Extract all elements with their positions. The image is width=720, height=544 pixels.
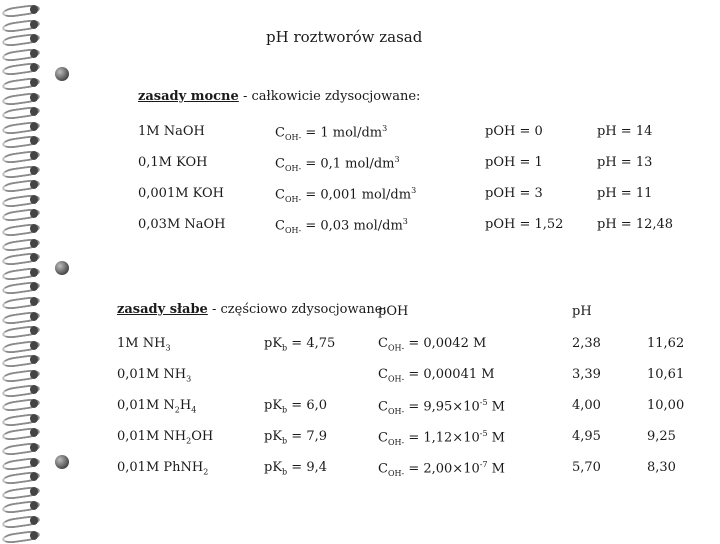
b-subscript: b bbox=[282, 467, 288, 477]
strong-poh-cell: pOH = 3 bbox=[485, 186, 543, 201]
spiral-ring bbox=[2, 238, 42, 250]
coh-value: = 0,001 mol/dm bbox=[301, 187, 412, 203]
coh-value: = 0,0042 M bbox=[404, 336, 487, 351]
strong-coh-cell bbox=[275, 124, 387, 142]
spiral-ring bbox=[2, 135, 42, 147]
c-symbol: C bbox=[378, 461, 388, 477]
base-formula: 0,01M N bbox=[117, 398, 175, 413]
spiral-ring bbox=[2, 340, 42, 352]
oh-minus-label: OH- bbox=[387, 406, 405, 416]
spiral-ring bbox=[2, 398, 42, 410]
c-symbol: C bbox=[378, 399, 388, 415]
spiral-ring bbox=[2, 48, 42, 60]
base-formula: 1M NH bbox=[117, 336, 166, 351]
oh-minus-label: OH- bbox=[387, 468, 405, 478]
weak-pkb-cell bbox=[264, 429, 327, 446]
spiral-ring bbox=[2, 325, 42, 337]
strong-ph-cell: pH = 13 bbox=[597, 155, 653, 170]
formula-subscript: 3 bbox=[165, 343, 171, 353]
b-subscript: b bbox=[282, 343, 288, 353]
spiral-ring bbox=[2, 369, 42, 381]
spiral-ring bbox=[2, 384, 42, 396]
oh-minus-label: OH- bbox=[284, 225, 302, 235]
c-symbol: C bbox=[378, 430, 388, 446]
weak-heading bbox=[117, 302, 387, 317]
coh-unit: M bbox=[487, 461, 505, 477]
strong-base-cell: 0,1M KOH bbox=[138, 155, 208, 170]
coh-value: = 0,00041 M bbox=[404, 367, 495, 382]
pkb-value: = 4,75 bbox=[287, 336, 336, 351]
pk-label: pK bbox=[264, 398, 283, 413]
b-subscript: b bbox=[282, 405, 288, 415]
spiral-ring bbox=[2, 267, 42, 279]
spiral-ring bbox=[2, 427, 42, 439]
spiral-ring bbox=[2, 165, 42, 177]
weak-coh-cell bbox=[378, 367, 495, 384]
weak-poh-cell: 4,95 bbox=[572, 429, 601, 444]
coh-value: = 2,00×10 bbox=[404, 461, 480, 477]
oh-minus-label: OH- bbox=[387, 343, 405, 353]
coh-unit: M bbox=[487, 399, 505, 415]
weak-poh-cell: 3,39 bbox=[572, 367, 601, 382]
strong-coh-cell bbox=[275, 217, 408, 235]
spiral-ring bbox=[2, 500, 42, 512]
coh-unit: M bbox=[487, 430, 505, 446]
spiral-ring bbox=[2, 457, 42, 469]
spiral-ring bbox=[2, 442, 42, 454]
spiral-ring bbox=[2, 77, 42, 89]
strong-heading-rest: - całkowicie zdysocjowane: bbox=[242, 89, 421, 104]
binder-hole bbox=[55, 261, 69, 275]
spiral-ring bbox=[2, 252, 42, 264]
coh-value: = 9,95×10 bbox=[404, 399, 480, 415]
c-symbol: C bbox=[378, 367, 388, 382]
weak-base-cell bbox=[117, 336, 171, 353]
spiral-ring bbox=[2, 33, 42, 45]
strong-poh-cell: pOH = 0 bbox=[485, 124, 543, 139]
c-symbol: C bbox=[275, 218, 285, 234]
coh-value: = 0,03 mol/dm bbox=[301, 218, 403, 234]
spiral-ring bbox=[2, 311, 42, 323]
strong-ph-cell: pH = 14 bbox=[597, 124, 653, 139]
c-symbol: C bbox=[275, 187, 285, 203]
spiral-ring bbox=[2, 150, 42, 162]
spiral-ring bbox=[2, 194, 42, 206]
oh-minus-label: OH- bbox=[387, 437, 405, 447]
weak-ph-cell: 9,25 bbox=[647, 429, 676, 444]
base-formula: 0,01M NH bbox=[117, 367, 187, 382]
formula-subscript: 3 bbox=[186, 374, 192, 384]
weak-pkb-cell bbox=[264, 460, 327, 477]
spiral-ring bbox=[2, 19, 42, 31]
c-symbol: C bbox=[275, 125, 285, 141]
spiral-ring bbox=[2, 354, 42, 366]
weak-poh-cell: 4,00 bbox=[572, 398, 601, 413]
weak-coh-cell bbox=[378, 429, 505, 447]
weak-coh-cell bbox=[378, 460, 505, 478]
strong-ph-cell: pH = 11 bbox=[597, 186, 653, 201]
binder-hole bbox=[55, 67, 69, 81]
oh-minus-label: OH- bbox=[387, 374, 405, 384]
strong-poh-cell: pOH = 1 bbox=[485, 155, 543, 170]
coh-value: = 1,12×10 bbox=[404, 430, 480, 446]
strong-ph-cell: pH = 12,48 bbox=[597, 217, 674, 232]
spiral-ring bbox=[2, 92, 42, 104]
poh-column-header: pOH bbox=[378, 304, 409, 319]
weak-heading-rest-b: ściowo zdysocjowane: bbox=[242, 302, 387, 317]
spiral-ring bbox=[2, 179, 42, 191]
cube-exponent: 3 bbox=[382, 124, 388, 133]
base-formula: 0,01M NH bbox=[117, 429, 187, 444]
spiral-ring bbox=[2, 62, 42, 74]
spiral-ring bbox=[2, 296, 42, 308]
strong-poh-cell: pOH = 1,52 bbox=[485, 217, 564, 232]
weak-pkb-cell bbox=[264, 336, 335, 353]
binder-hole bbox=[55, 455, 69, 469]
weak-ph-cell: 8,30 bbox=[647, 460, 676, 475]
oh-minus-label: OH- bbox=[284, 163, 302, 173]
base-formula-cont: H bbox=[179, 398, 192, 413]
formula-subscript: 2 bbox=[186, 436, 192, 446]
c-symbol: C bbox=[275, 156, 285, 172]
spiral-ring bbox=[2, 515, 42, 527]
coh-exponent: -7 bbox=[479, 460, 488, 469]
strong-base-cell: 0,001M KOH bbox=[138, 186, 225, 201]
strong-base-cell: 0,03M NaOH bbox=[138, 217, 226, 232]
spiral-ring bbox=[2, 121, 42, 133]
weak-heading-label: zasady słabe bbox=[117, 302, 208, 317]
pkb-value: = 6,0 bbox=[287, 398, 328, 413]
strong-heading bbox=[138, 89, 420, 104]
spiral-ring bbox=[2, 486, 42, 498]
weak-heading-rest-a: - czę bbox=[207, 302, 243, 317]
weak-ph-cell: 10,00 bbox=[647, 398, 685, 413]
cube-exponent: 3 bbox=[402, 217, 408, 226]
coh-value: = 0,1 mol/dm bbox=[301, 156, 395, 172]
pk-label: pK bbox=[264, 460, 283, 475]
spiral-ring bbox=[2, 413, 42, 425]
ph-column-header: pH bbox=[572, 304, 592, 319]
strong-coh-cell bbox=[275, 155, 400, 173]
spiral-ring bbox=[2, 106, 42, 118]
formula-subscript: 4 bbox=[191, 405, 197, 415]
formula-subscript: 2 bbox=[203, 467, 209, 477]
weak-base-cell bbox=[117, 460, 208, 477]
strong-coh-cell bbox=[275, 186, 416, 204]
page-title: pH roztworów zasad bbox=[266, 28, 423, 46]
coh-exponent: -5 bbox=[479, 398, 488, 407]
coh-exponent: -5 bbox=[479, 429, 488, 438]
coh-value: = 1 mol/dm bbox=[301, 125, 383, 141]
weak-coh-cell bbox=[378, 336, 486, 353]
weak-ph-cell: 11,62 bbox=[647, 336, 685, 351]
spiral-ring bbox=[2, 223, 42, 235]
formula-subscript: 2 bbox=[174, 405, 180, 415]
strong-heading-label: zasady mocne bbox=[138, 89, 239, 104]
b-subscript: b bbox=[282, 436, 288, 446]
spiral-ring bbox=[2, 471, 42, 483]
pk-label: pK bbox=[264, 336, 283, 351]
weak-base-cell bbox=[117, 398, 196, 415]
weak-pkb-cell bbox=[264, 398, 327, 415]
base-formula-cont: OH bbox=[191, 429, 214, 444]
spiral-binding bbox=[0, 0, 52, 540]
weak-coh-cell bbox=[378, 398, 505, 416]
weak-base-cell bbox=[117, 367, 191, 384]
spiral-ring bbox=[2, 4, 42, 16]
spiral-ring bbox=[2, 281, 42, 293]
cube-exponent: 3 bbox=[411, 186, 417, 195]
base-formula: 0,01M PhNH bbox=[117, 460, 204, 475]
cube-exponent: 3 bbox=[394, 155, 400, 164]
oh-minus-label: OH- bbox=[284, 132, 302, 142]
weak-poh-cell: 5,70 bbox=[572, 460, 601, 475]
weak-base-cell bbox=[117, 429, 213, 446]
weak-ph-cell: 10,61 bbox=[647, 367, 685, 382]
c-symbol: C bbox=[378, 336, 388, 351]
spiral-ring bbox=[2, 208, 42, 220]
strong-base-cell: 1M NaOH bbox=[138, 124, 205, 139]
pkb-value: = 7,9 bbox=[287, 429, 328, 444]
pk-label: pK bbox=[264, 429, 283, 444]
weak-poh-cell: 2,38 bbox=[572, 336, 601, 351]
oh-minus-label: OH- bbox=[284, 194, 302, 204]
pkb-value: = 9,4 bbox=[287, 460, 328, 475]
